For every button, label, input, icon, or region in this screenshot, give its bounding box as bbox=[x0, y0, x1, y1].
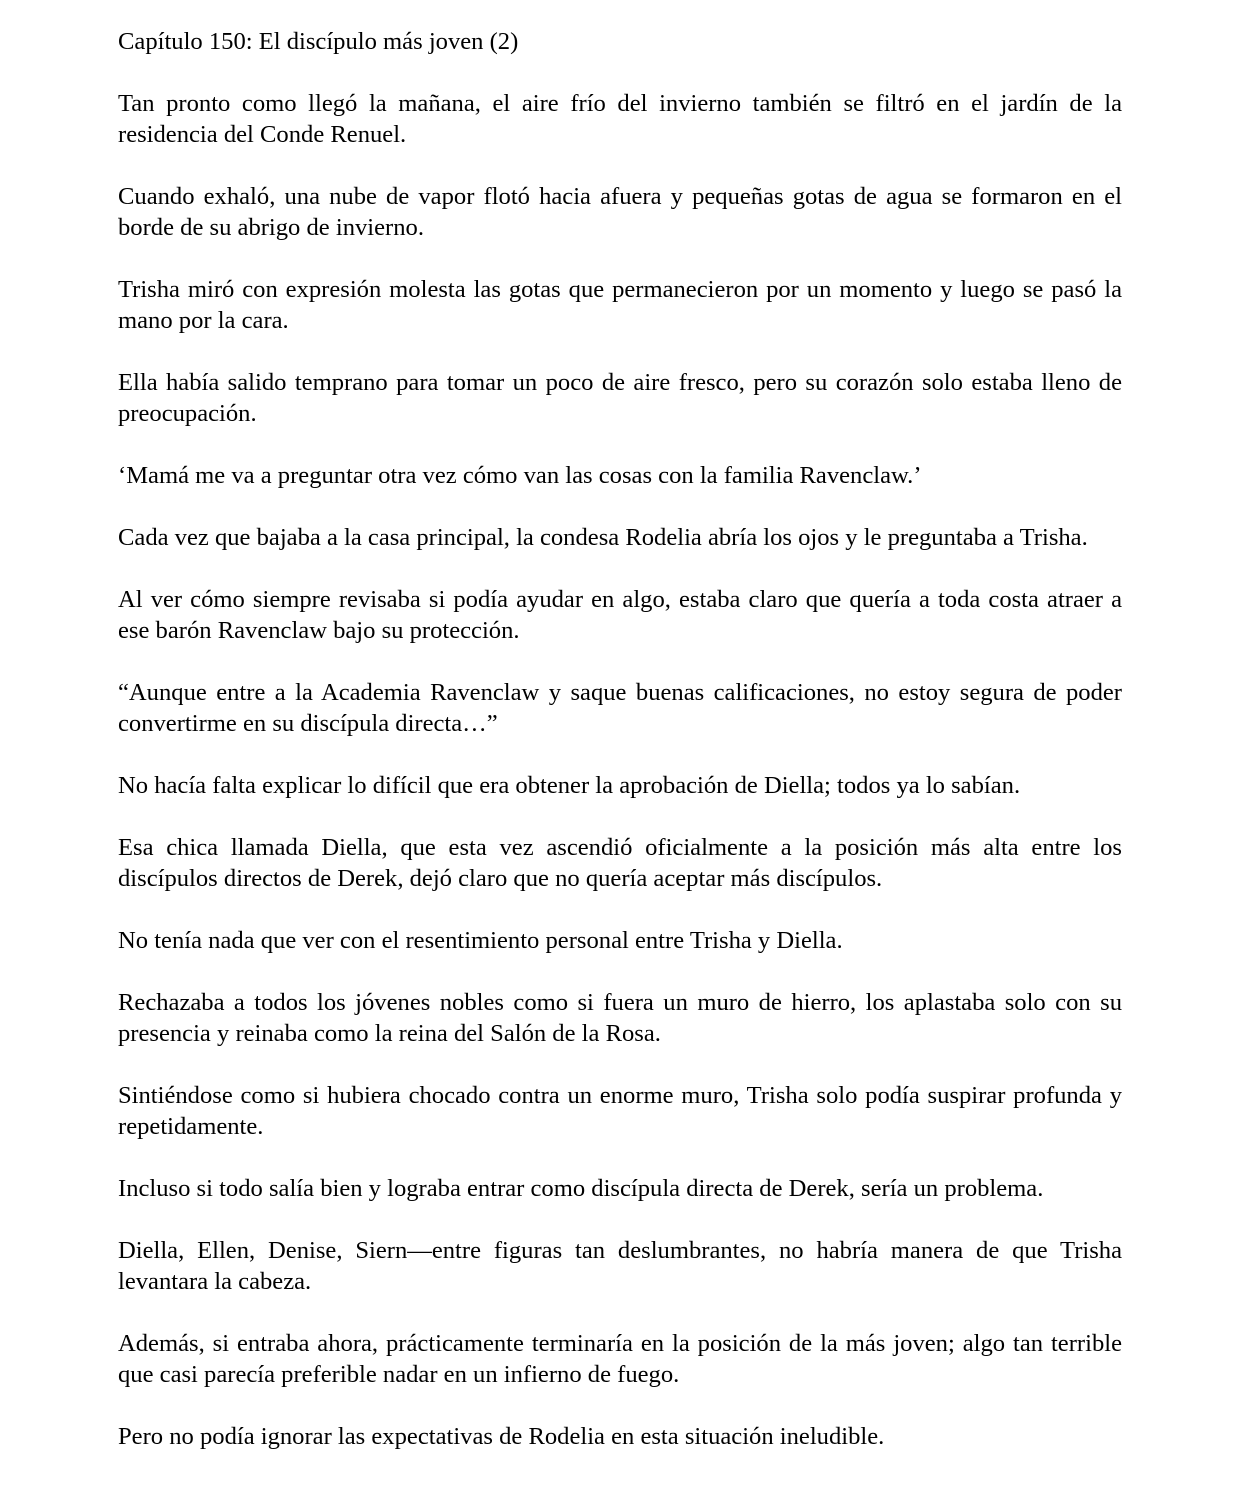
paragraph: Rechazaba a todos los jóvenes nobles como si fuera un muro de hierro, los aplastaba solo con su presencia y reinaba como la reina del Salón de la Rosa. bbox=[118, 989, 1122, 1047]
paragraph: Diella, Ellen, Denise, Siern—entre figuras tan deslumbrantes, no habría manera de que Trisha levantara la cabeza. bbox=[118, 1237, 1122, 1295]
paragraph: Trisha miró con expresión molesta las gotas que permanecieron por un momento y luego se pasó la mano por la cara. bbox=[118, 276, 1122, 334]
paragraph: Ella había salido temprano para tomar un poco de aire fresco, pero su corazón solo estaba lleno de preocupación. bbox=[118, 369, 1122, 427]
paragraph: Incluso si todo salía bien y lograba entrar como discípula directa de Derek, sería un problema. bbox=[118, 1175, 1044, 1202]
paragraph: Pero no podía ignorar las expectativas de Rodelia en esta situación ineludible. bbox=[118, 1423, 885, 1450]
paragraph: Tan pronto como llegó la mañana, el aire frío del invierno también se filtró en el jardín de la residencia del Conde Renuel. bbox=[118, 90, 1122, 148]
paragraph: “Aunque entre a la Academia Ravenclaw y saque buenas calificaciones, no estoy segura de poder convertirme en su discípula directa…” bbox=[118, 679, 1122, 737]
chapter-title: Capítulo 150: El discípulo más joven (2) bbox=[118, 28, 519, 55]
paragraph: Cada vez que bajaba a la casa principal, la condesa Rodelia abría los ojos y le preguntaba a Trisha. bbox=[118, 524, 1088, 551]
paragraph: Cuando exhaló, una nube de vapor flotó hacia afuera y pequeñas gotas de agua se formaron en el borde de su abrigo de invierno. bbox=[118, 183, 1122, 241]
paragraph: ‘Mamá me va a preguntar otra vez cómo van las cosas con la familia Ravenclaw.’ bbox=[118, 462, 922, 489]
paragraph: No tenía nada que ver con el resentimiento personal entre Trisha y Diella. bbox=[118, 927, 843, 954]
document-page bbox=[118, 26, 1122, 1483]
paragraph: No hacía falta explicar lo difícil que era obtener la aprobación de Diella; todos ya lo sabían. bbox=[118, 772, 1021, 799]
paragraph: Sintiéndose como si hubiera chocado contra un enorme muro, Trisha solo podía suspirar profunda y repetidamente. bbox=[118, 1082, 1122, 1140]
paragraph: Esa chica llamada Diella, que esta vez ascendió oficialmente a la posición más alta entre los discípulos directos de Derek, dejó claro que no quería aceptar más discípulos. bbox=[118, 834, 1122, 892]
paragraph: Al ver cómo siempre revisaba si podía ayudar en algo, estaba claro que quería a toda costa atraer a ese barón Ravenclaw bajo su protección. bbox=[118, 586, 1122, 644]
paragraph: Además, si entraba ahora, prácticamente terminaría en la posición de la más joven; algo tan terrible que casi parecía preferible nadar en un infierno de fuego. bbox=[118, 1330, 1122, 1388]
